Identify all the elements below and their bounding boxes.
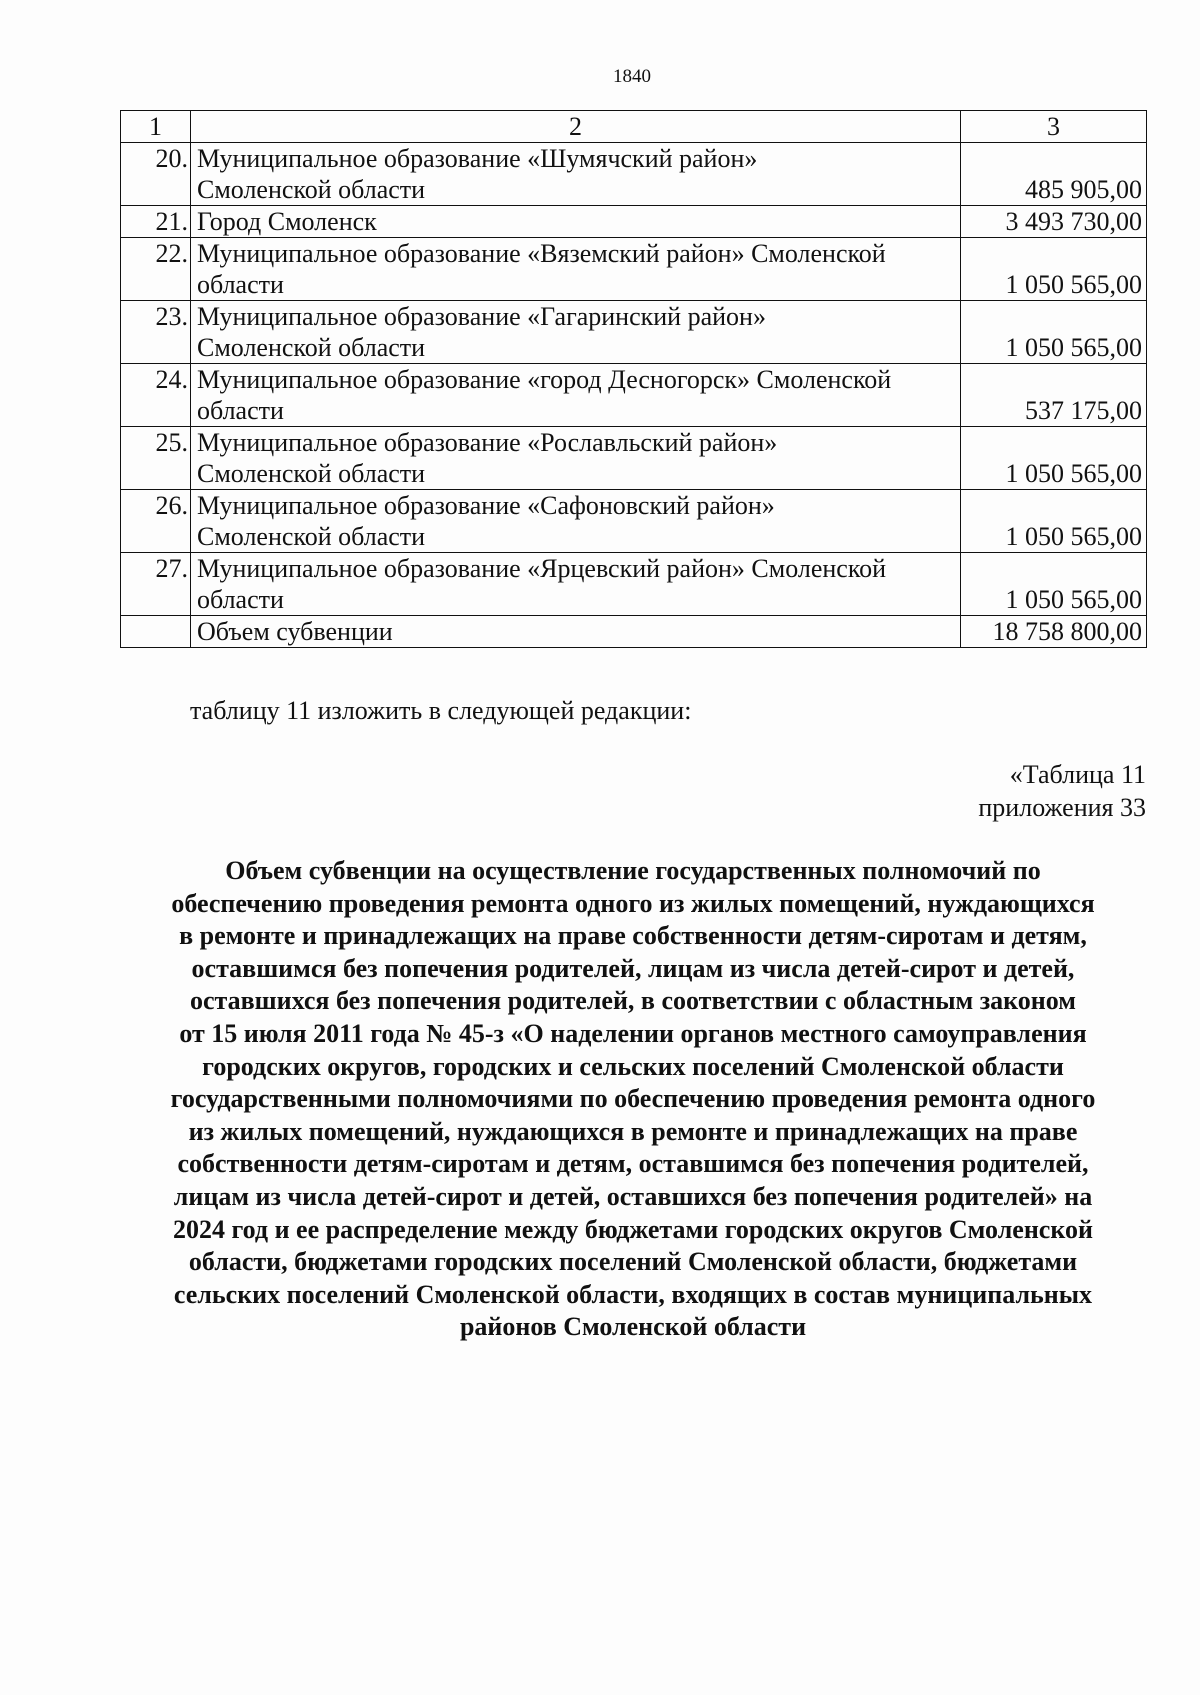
table-reference <box>978 758 1146 824</box>
row-number: 26. <box>121 490 191 553</box>
table-row <box>121 143 1147 206</box>
instruction-text: таблицу 11 изложить в следующей редакции: <box>190 696 692 725</box>
subvention-table <box>120 110 1147 648</box>
subvention-table-wrap <box>120 110 1146 648</box>
row-name-line: Муниципальное образование «Рославльский район» <box>197 428 778 457</box>
header-cell-name: 2 <box>191 111 961 143</box>
total-number <box>121 616 191 648</box>
row-value: 1 050 565,00 <box>961 427 1147 490</box>
row-name-line: Муниципальное образование «город Десногорск» Смоленской <box>197 365 892 394</box>
row-value: 1 050 565,00 <box>961 490 1147 553</box>
row-municipality-name <box>191 364 961 427</box>
row-number: 23. <box>121 301 191 364</box>
row-name-line: Муниципальное образование «Сафоновский район» <box>197 491 775 520</box>
table-row <box>121 238 1147 301</box>
row-number: 22. <box>121 238 191 301</box>
row-number: 20. <box>121 143 191 206</box>
table-header-row <box>121 111 1147 143</box>
document-title-line: из жилых помещений, нуждающихся в ремонте и принадлежащих на праве <box>188 1116 1078 1146</box>
document-title-line: области, бюджетами городских поселений Смоленской области, бюджетами <box>188 1247 1078 1277</box>
document-title-line: государственными полномочиями по обеспечению проведения ремонта одного <box>170 1084 1096 1114</box>
row-municipality-name <box>191 427 961 490</box>
row-number: 27. <box>121 553 191 616</box>
table-reference-line: «Таблица 11 <box>1009 760 1146 789</box>
row-name-line: Муниципальное образование «Гагаринский район» <box>197 302 766 331</box>
table-row <box>121 553 1147 616</box>
row-municipality-name <box>191 238 961 301</box>
document-title-line: обеспечению проведения ремонта одного из жилых помещений, нуждающихся <box>171 888 1095 918</box>
row-municipality-name <box>191 301 961 364</box>
row-name-line: Муниципальное образование «Вяземский район» Смоленской <box>197 239 886 268</box>
row-name-line: Смоленской области <box>197 459 426 488</box>
document-title-line: оставшимся без попечения родителей, лицам из числа детей-сирот и детей, <box>191 953 1075 983</box>
row-value: 1 050 565,00 <box>961 553 1147 616</box>
row-number: 24. <box>121 364 191 427</box>
total-label: Объем субвенции <box>191 616 961 648</box>
row-value: 1 050 565,00 <box>961 238 1147 301</box>
document-title-line: собственности детям-сиротам и детям, оставшимся без попечения родителей, <box>177 1149 1089 1179</box>
header-cell-number: 1 <box>121 111 191 143</box>
document-title-line: оставшихся без попечения родителей, в соответствии с областным законом <box>189 986 1076 1016</box>
row-name-line: Город Смоленск <box>197 207 377 236</box>
page-number: 1840 <box>613 66 651 87</box>
row-number: 21. <box>121 206 191 238</box>
row-value: 3 493 730,00 <box>961 206 1147 238</box>
row-name-line: Муниципальное образование «Шумячский район» <box>197 144 758 173</box>
row-value: 1 050 565,00 <box>961 301 1147 364</box>
row-municipality-name <box>191 490 961 553</box>
table-row <box>121 490 1147 553</box>
table-row <box>121 206 1147 238</box>
document-title-line: лицам из числа детей-сирот и детей, оставшихся без попечения родителей» на <box>173 1181 1093 1211</box>
table-row <box>121 364 1147 427</box>
row-name-line: Муниципальное образование «Ярцевский район» Смоленской <box>197 554 887 583</box>
document-title-line: 2024 год и ее распределение между бюджетами городских округов Смоленской <box>173 1214 1093 1244</box>
total-value: 18 758 800,00 <box>961 616 1147 648</box>
document-title-line: районов Смоленской области <box>459 1312 807 1342</box>
row-name-line: Смоленской области <box>197 522 426 551</box>
table-row <box>121 427 1147 490</box>
document-title-line: в ремонте и принадлежащих на праве собственности детям-сиротам и детям, <box>179 921 1087 951</box>
table-row <box>121 301 1147 364</box>
row-name-line: области <box>197 396 284 425</box>
row-municipality-name <box>191 553 961 616</box>
row-name-line: области <box>197 270 284 299</box>
document-title <box>120 855 1146 1344</box>
row-municipality-name <box>191 206 961 238</box>
row-name-line: Смоленской области <box>197 175 426 204</box>
table-total-row <box>121 616 1147 648</box>
row-municipality-name <box>191 143 961 206</box>
row-name-line: области <box>197 585 284 614</box>
row-number: 25. <box>121 427 191 490</box>
row-value: 485 905,00 <box>961 143 1147 206</box>
row-value: 537 175,00 <box>961 364 1147 427</box>
header-cell-value: 3 <box>961 111 1147 143</box>
document-title-line: Объем субвенции на осуществление государственных полномочий по <box>225 856 1041 885</box>
document-title-line: от 15 июля 2011 года № 45-з «О наделении органов местного самоуправления <box>179 1018 1087 1048</box>
document-title-line: городских округов, городских и сельских поселений Смоленской области <box>202 1051 1064 1081</box>
row-name-line: Смоленской области <box>197 333 426 362</box>
document-title-line: сельских поселений Смоленской области, входящих в состав муниципальных <box>173 1279 1093 1309</box>
table-reference-line: приложения 33 <box>978 793 1146 822</box>
